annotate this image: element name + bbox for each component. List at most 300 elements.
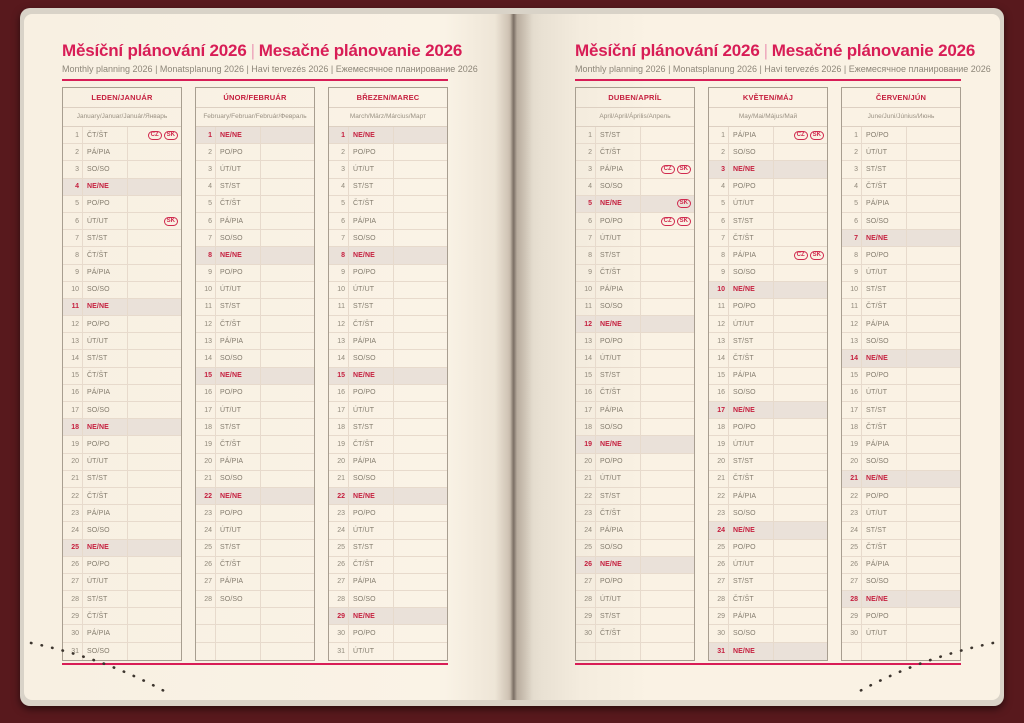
day-row bbox=[576, 608, 694, 625]
day-abbrev: PÁ/PIA bbox=[862, 436, 907, 452]
day-abbrev: SO/SO bbox=[596, 540, 641, 556]
day-abbrev: ÚT/UT bbox=[349, 402, 394, 418]
notes-cell bbox=[774, 161, 827, 177]
day-row bbox=[709, 368, 827, 385]
day-abbrev: PÁ/PIA bbox=[596, 522, 641, 538]
day-row bbox=[576, 419, 694, 436]
day-row bbox=[196, 265, 314, 282]
day-row bbox=[63, 488, 181, 505]
notes-cell bbox=[128, 488, 181, 504]
holiday-badge-sk: SK bbox=[164, 217, 178, 226]
day-number: 23 bbox=[329, 505, 349, 521]
day-row bbox=[63, 625, 181, 642]
day-number: 22 bbox=[576, 488, 596, 504]
page-header bbox=[62, 14, 478, 81]
month-title: LEDEN/JANUÁR bbox=[63, 88, 181, 108]
notes-cell bbox=[641, 402, 694, 418]
day-number: 23 bbox=[196, 505, 216, 521]
notes-cell bbox=[128, 196, 181, 212]
notes-cell bbox=[774, 488, 827, 504]
notes-cell bbox=[394, 419, 447, 435]
holiday-badge-sk: SK bbox=[810, 131, 824, 140]
day-number: 10 bbox=[329, 282, 349, 298]
empty-day-row bbox=[196, 643, 314, 660]
day-row bbox=[63, 471, 181, 488]
day-abbrev: ST/ST bbox=[729, 333, 774, 349]
day-abbrev: ÚT/UT bbox=[216, 161, 261, 177]
page-title-slovak: Mesačné plánovanie 2026 bbox=[771, 41, 976, 60]
day-number bbox=[196, 608, 216, 624]
notes-cell bbox=[394, 282, 447, 298]
notes-cell bbox=[774, 127, 827, 143]
day-number: 8 bbox=[329, 247, 349, 263]
notes-cell bbox=[128, 230, 181, 246]
day-row bbox=[709, 505, 827, 522]
day-abbrev: ČT/ŠT bbox=[729, 471, 774, 487]
day-abbrev: NE/NE bbox=[862, 591, 907, 607]
day-number: 11 bbox=[196, 299, 216, 315]
notes-cell bbox=[128, 368, 181, 384]
day-abbrev: ČT/ŠT bbox=[596, 385, 641, 401]
day-row bbox=[842, 591, 960, 608]
notes-cell bbox=[641, 557, 694, 573]
day-row bbox=[576, 230, 694, 247]
day-number: 11 bbox=[329, 299, 349, 315]
notes-cell bbox=[774, 574, 827, 590]
day-number: 15 bbox=[576, 368, 596, 384]
day-number: 18 bbox=[842, 419, 862, 435]
day-number: 1 bbox=[576, 127, 596, 143]
holiday-badge-sk: SK bbox=[810, 251, 824, 260]
day-row bbox=[842, 505, 960, 522]
day-abbrev: ÚT/UT bbox=[349, 522, 394, 538]
notes-cell bbox=[641, 127, 694, 143]
day-row bbox=[576, 436, 694, 453]
day-number: 5 bbox=[329, 196, 349, 212]
day-number: 27 bbox=[63, 574, 83, 590]
notes-cell bbox=[128, 265, 181, 281]
day-row bbox=[329, 436, 447, 453]
notes-cell bbox=[128, 333, 181, 349]
day-number: 10 bbox=[709, 282, 729, 298]
day-abbrev: ČT/ŠT bbox=[596, 505, 641, 521]
day-number: 22 bbox=[329, 488, 349, 504]
day-abbrev: ÚT/UT bbox=[83, 213, 128, 229]
notes-cell bbox=[641, 368, 694, 384]
day-number: 9 bbox=[576, 265, 596, 281]
notes-cell bbox=[907, 402, 960, 418]
day-abbrev: NE/NE bbox=[216, 488, 261, 504]
day-row bbox=[63, 436, 181, 453]
day-row bbox=[842, 436, 960, 453]
day-row bbox=[63, 299, 181, 316]
month-languages: February/Februar/Február/Февраль bbox=[196, 108, 314, 127]
day-number: 28 bbox=[576, 591, 596, 607]
day-number: 25 bbox=[196, 540, 216, 556]
day-row bbox=[842, 625, 960, 642]
day-row bbox=[329, 643, 447, 660]
day-number: 12 bbox=[329, 316, 349, 332]
day-abbrev bbox=[596, 643, 641, 660]
notes-cell bbox=[907, 316, 960, 332]
day-abbrev: PÁ/PIA bbox=[862, 557, 907, 573]
day-abbrev: ST/ST bbox=[596, 488, 641, 504]
day-abbrev: ST/ST bbox=[862, 161, 907, 177]
day-abbrev: SO/SO bbox=[83, 643, 128, 660]
day-number: 19 bbox=[196, 436, 216, 452]
page-title-slovak: Mesačné plánovanie 2026 bbox=[258, 41, 463, 60]
month-table-february bbox=[195, 87, 315, 661]
day-row bbox=[63, 161, 181, 178]
notes-cell bbox=[128, 144, 181, 160]
day-abbrev: ST/ST bbox=[862, 282, 907, 298]
notes-cell bbox=[394, 557, 447, 573]
notes-cell bbox=[128, 540, 181, 556]
day-row bbox=[329, 625, 447, 642]
notes-cell bbox=[907, 419, 960, 435]
day-row bbox=[576, 213, 694, 230]
notes-cell bbox=[641, 333, 694, 349]
day-row bbox=[842, 402, 960, 419]
notes-cell bbox=[128, 316, 181, 332]
notes-cell bbox=[394, 591, 447, 607]
notes-cell bbox=[774, 316, 827, 332]
day-abbrev: ST/ST bbox=[216, 299, 261, 315]
notes-cell bbox=[128, 522, 181, 538]
day-number: 16 bbox=[196, 385, 216, 401]
day-number: 21 bbox=[63, 471, 83, 487]
day-number: 13 bbox=[576, 333, 596, 349]
day-number: 18 bbox=[63, 419, 83, 435]
notes-cell bbox=[128, 419, 181, 435]
notes-cell bbox=[261, 179, 314, 195]
month-days bbox=[709, 127, 827, 660]
day-abbrev: ÚT/UT bbox=[862, 505, 907, 521]
notes-cell bbox=[641, 247, 694, 263]
day-row bbox=[329, 540, 447, 557]
day-row bbox=[63, 230, 181, 247]
day-row bbox=[576, 247, 694, 264]
day-abbrev: PO/PO bbox=[596, 574, 641, 590]
day-abbrev: PO/PO bbox=[83, 557, 128, 573]
day-row bbox=[329, 316, 447, 333]
day-row bbox=[63, 144, 181, 161]
notes-cell bbox=[394, 454, 447, 470]
notes-cell bbox=[641, 230, 694, 246]
notes-cell bbox=[261, 454, 314, 470]
day-number: 6 bbox=[196, 213, 216, 229]
day-number: 29 bbox=[329, 608, 349, 624]
month-title: BŘEZEN/MAREC bbox=[329, 88, 447, 108]
day-row bbox=[709, 299, 827, 316]
day-number bbox=[196, 625, 216, 641]
day-number: 19 bbox=[576, 436, 596, 452]
day-number: 27 bbox=[842, 574, 862, 590]
notes-cell bbox=[128, 161, 181, 177]
day-abbrev: SO/SO bbox=[729, 144, 774, 160]
day-row bbox=[709, 127, 827, 144]
notes-cell bbox=[907, 333, 960, 349]
day-abbrev: PÁ/PIA bbox=[83, 265, 128, 281]
day-number: 15 bbox=[63, 368, 83, 384]
day-abbrev: PÁ/PIA bbox=[349, 454, 394, 470]
day-number: 24 bbox=[709, 522, 729, 538]
notes-cell bbox=[907, 505, 960, 521]
notes-cell bbox=[774, 540, 827, 556]
day-row bbox=[709, 419, 827, 436]
notes-cell bbox=[774, 179, 827, 195]
day-number: 27 bbox=[196, 574, 216, 590]
day-abbrev: PO/PO bbox=[349, 265, 394, 281]
day-abbrev: PÁ/PIA bbox=[596, 161, 641, 177]
notes-cell bbox=[641, 144, 694, 160]
notes-cell bbox=[128, 127, 181, 143]
notes-cell bbox=[774, 625, 827, 641]
month-languages: May/Mai/Május/Май bbox=[709, 108, 827, 127]
day-row bbox=[842, 419, 960, 436]
day-row bbox=[329, 282, 447, 299]
day-number: 13 bbox=[329, 333, 349, 349]
notes-cell bbox=[907, 591, 960, 607]
day-number: 1 bbox=[709, 127, 729, 143]
day-number: 17 bbox=[709, 402, 729, 418]
day-abbrev: SO/SO bbox=[862, 213, 907, 229]
day-abbrev bbox=[862, 643, 907, 660]
day-row bbox=[329, 557, 447, 574]
day-row bbox=[576, 625, 694, 642]
notes-cell bbox=[907, 127, 960, 143]
day-row bbox=[196, 591, 314, 608]
notes-cell bbox=[907, 608, 960, 624]
day-number: 30 bbox=[709, 625, 729, 641]
month-title: KVĚTEN/MÁJ bbox=[709, 88, 827, 108]
day-abbrev: SO/SO bbox=[83, 282, 128, 298]
page-title bbox=[62, 41, 463, 61]
notes-cell bbox=[641, 265, 694, 281]
notes-cell bbox=[261, 350, 314, 366]
day-abbrev: NE/NE bbox=[349, 127, 394, 143]
day-number: 12 bbox=[842, 316, 862, 332]
day-row bbox=[842, 368, 960, 385]
notes-cell bbox=[261, 625, 314, 641]
day-number: 17 bbox=[196, 402, 216, 418]
month-days bbox=[196, 127, 314, 660]
day-row bbox=[709, 196, 827, 213]
day-abbrev: PO/PO bbox=[216, 505, 261, 521]
day-number: 9 bbox=[709, 265, 729, 281]
day-row bbox=[329, 230, 447, 247]
empty-day-row bbox=[196, 608, 314, 625]
day-number: 16 bbox=[576, 385, 596, 401]
day-abbrev: ÚT/UT bbox=[862, 265, 907, 281]
notes-cell bbox=[394, 144, 447, 160]
day-abbrev: PÁ/PIA bbox=[83, 625, 128, 641]
day-row bbox=[576, 557, 694, 574]
day-row bbox=[576, 144, 694, 161]
day-abbrev: PO/PO bbox=[216, 144, 261, 160]
day-number: 10 bbox=[842, 282, 862, 298]
day-number: 26 bbox=[329, 557, 349, 573]
holiday-badge-sk: SK bbox=[677, 165, 691, 174]
day-row bbox=[63, 179, 181, 196]
day-abbrev: ÚT/UT bbox=[596, 350, 641, 366]
notes-cell bbox=[261, 316, 314, 332]
day-number: 29 bbox=[709, 608, 729, 624]
day-abbrev: SO/SO bbox=[349, 471, 394, 487]
notes-cell bbox=[261, 574, 314, 590]
notes-cell bbox=[128, 385, 181, 401]
day-abbrev: PÁ/PIA bbox=[596, 282, 641, 298]
day-number: 9 bbox=[63, 265, 83, 281]
day-row bbox=[576, 368, 694, 385]
notes-cell bbox=[774, 471, 827, 487]
month-table-april bbox=[575, 87, 695, 661]
day-abbrev: NE/NE bbox=[83, 540, 128, 556]
day-number: 18 bbox=[196, 419, 216, 435]
day-row bbox=[576, 299, 694, 316]
day-row bbox=[842, 282, 960, 299]
day-abbrev: ÚT/UT bbox=[83, 574, 128, 590]
day-row bbox=[842, 144, 960, 161]
day-row bbox=[576, 196, 694, 213]
day-row bbox=[196, 333, 314, 350]
day-number: 29 bbox=[63, 608, 83, 624]
day-number: 14 bbox=[196, 350, 216, 366]
notes-cell bbox=[261, 299, 314, 315]
day-abbrev: ÚT/UT bbox=[729, 436, 774, 452]
notes-cell bbox=[261, 161, 314, 177]
day-abbrev: NE/NE bbox=[596, 436, 641, 452]
notes-cell bbox=[641, 350, 694, 366]
day-row bbox=[329, 574, 447, 591]
left-page bbox=[24, 14, 513, 700]
notes-cell bbox=[261, 213, 314, 229]
day-abbrev: ÚT/UT bbox=[216, 282, 261, 298]
day-row bbox=[576, 350, 694, 367]
day-abbrev: SO/SO bbox=[729, 265, 774, 281]
notes-cell bbox=[641, 505, 694, 521]
page-subtitle: Monthly planning 2026 | Monatsplanung 2026 | Havi tervezés 2026 | Ежемесячное планирование 2026 bbox=[575, 64, 991, 74]
day-abbrev: ČT/ŠT bbox=[216, 557, 261, 573]
day-row bbox=[709, 265, 827, 282]
day-row bbox=[842, 316, 960, 333]
day-number: 10 bbox=[63, 282, 83, 298]
notes-cell bbox=[128, 299, 181, 315]
day-row bbox=[842, 333, 960, 350]
day-abbrev: ST/ST bbox=[216, 179, 261, 195]
notes-cell bbox=[261, 333, 314, 349]
day-number: 25 bbox=[709, 540, 729, 556]
day-number: 24 bbox=[842, 522, 862, 538]
day-number: 23 bbox=[842, 505, 862, 521]
day-abbrev: ÚT/UT bbox=[216, 402, 261, 418]
day-number: 27 bbox=[329, 574, 349, 590]
day-row bbox=[709, 540, 827, 557]
day-row bbox=[842, 179, 960, 196]
day-row bbox=[196, 316, 314, 333]
day-row bbox=[329, 505, 447, 522]
day-row bbox=[63, 522, 181, 539]
month-table-march bbox=[328, 87, 448, 661]
notes-cell bbox=[774, 436, 827, 452]
day-abbrev: PO/PO bbox=[862, 608, 907, 624]
notes-cell bbox=[907, 574, 960, 590]
day-number: 20 bbox=[63, 454, 83, 470]
notes-cell bbox=[128, 350, 181, 366]
day-row bbox=[576, 402, 694, 419]
day-row bbox=[576, 471, 694, 488]
day-abbrev: NE/NE bbox=[349, 368, 394, 384]
day-row bbox=[63, 591, 181, 608]
day-abbrev: PO/PO bbox=[862, 488, 907, 504]
day-abbrev: ST/ST bbox=[729, 213, 774, 229]
day-number: 11 bbox=[63, 299, 83, 315]
day-abbrev: ST/ST bbox=[216, 540, 261, 556]
day-abbrev: SO/SO bbox=[216, 230, 261, 246]
day-abbrev: NE/NE bbox=[729, 402, 774, 418]
day-abbrev: ČT/ŠT bbox=[596, 265, 641, 281]
day-row bbox=[576, 522, 694, 539]
notes-cell bbox=[394, 505, 447, 521]
notes-cell bbox=[394, 436, 447, 452]
day-abbrev: PÁ/PIA bbox=[349, 213, 394, 229]
day-row bbox=[842, 385, 960, 402]
notes-cell bbox=[394, 471, 447, 487]
day-row bbox=[196, 213, 314, 230]
day-abbrev: ČT/ŠT bbox=[729, 230, 774, 246]
day-abbrev: PÁ/PIA bbox=[216, 574, 261, 590]
notes-cell bbox=[261, 127, 314, 143]
day-number: 1 bbox=[63, 127, 83, 143]
notes-cell bbox=[641, 540, 694, 556]
day-row bbox=[576, 385, 694, 402]
day-number: 4 bbox=[576, 179, 596, 195]
day-number: 31 bbox=[329, 643, 349, 660]
day-row bbox=[329, 402, 447, 419]
notes-cell bbox=[641, 574, 694, 590]
notes-cell bbox=[907, 350, 960, 366]
notes-cell bbox=[128, 282, 181, 298]
day-number bbox=[576, 643, 596, 660]
day-row bbox=[196, 488, 314, 505]
notes-cell bbox=[261, 591, 314, 607]
day-abbrev: ST/ST bbox=[596, 368, 641, 384]
day-number bbox=[842, 643, 862, 660]
day-row bbox=[842, 230, 960, 247]
day-number: 6 bbox=[576, 213, 596, 229]
day-number: 8 bbox=[196, 247, 216, 263]
day-abbrev: ST/ST bbox=[596, 247, 641, 263]
day-number: 26 bbox=[709, 557, 729, 573]
notes-cell bbox=[774, 402, 827, 418]
day-row bbox=[329, 471, 447, 488]
day-row bbox=[329, 265, 447, 282]
day-abbrev: SO/SO bbox=[83, 161, 128, 177]
day-row bbox=[709, 608, 827, 625]
notes-cell bbox=[261, 643, 314, 660]
day-row bbox=[196, 368, 314, 385]
day-abbrev: SO/SO bbox=[349, 350, 394, 366]
day-abbrev: NE/NE bbox=[596, 316, 641, 332]
day-number: 4 bbox=[196, 179, 216, 195]
notes-cell bbox=[907, 436, 960, 452]
day-row bbox=[63, 419, 181, 436]
notes-cell bbox=[641, 282, 694, 298]
notes-cell bbox=[394, 488, 447, 504]
day-abbrev: PO/PO bbox=[729, 179, 774, 195]
day-row bbox=[196, 282, 314, 299]
day-abbrev: PO/PO bbox=[862, 247, 907, 263]
